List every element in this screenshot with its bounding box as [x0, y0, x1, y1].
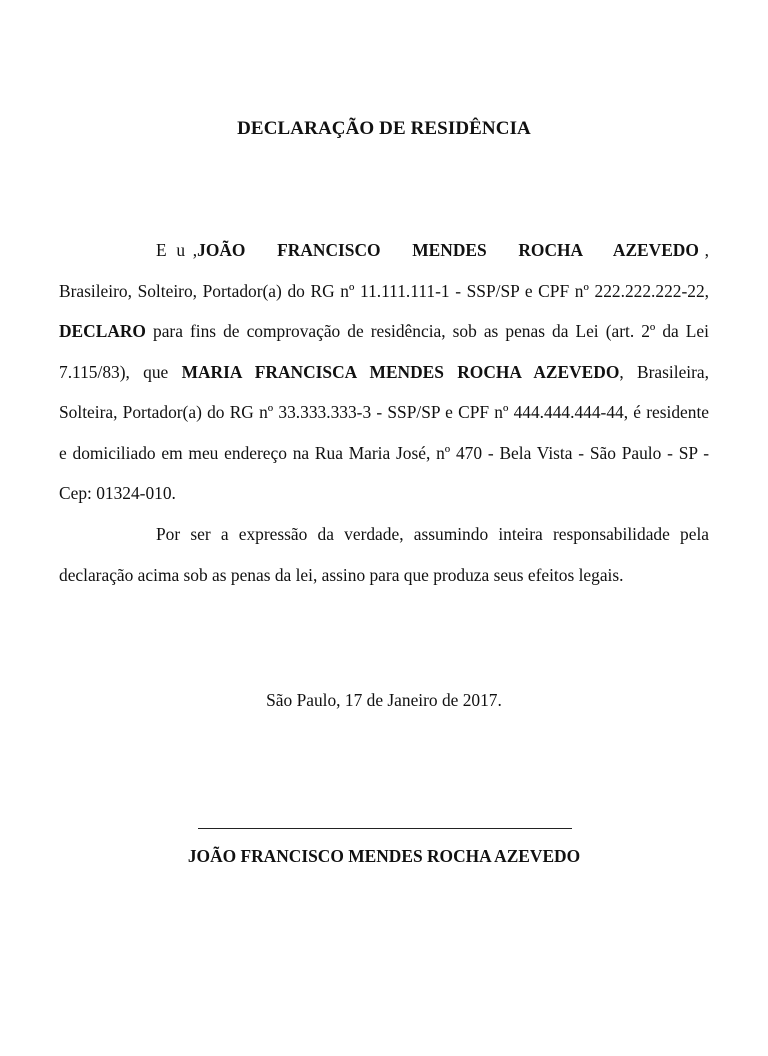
resident-name: MARIA FRANCISCA MENDES ROCHA AZEVEDO [181, 361, 620, 382]
declaration-paragraph [59, 230, 709, 514]
place-date-line: São Paulo, 17 de Janeiro de 2017. [266, 690, 502, 710]
declarant-details: Brasileiro, Solteiro, Portador(a) do RG nº 11.111.111-1 - SSP/SP e CPF nº 222.222.222-22, [59, 280, 709, 301]
document-title: DECLARAÇÃO DE RESIDÊNCIA [237, 118, 531, 139]
truth-statement-paragraph [59, 514, 709, 595]
signature-line [198, 828, 572, 829]
comma-text: , [704, 240, 709, 260]
pronoun-text: E u [156, 240, 188, 260]
resident-details: , Brasileira, Solteira, Portador(a) do RG nº 33.333.333-3 - SSP/SP e CPF nº 444.444.444-44, é residente e domiciliado em meu endereço na Rua Maria José, nº 470 - Bela Vista - São Paulo - SP - Cep: 01324-010. [59, 361, 709, 503]
signer-name: JOÃO FRANCISCO MENDES ROCHA AZEVEDO [187, 846, 581, 866]
comma-text: , [192, 240, 198, 260]
declaro-keyword: DECLARO [59, 321, 146, 341]
declarant-name: JOÃO FRANCISCO MENDES ROCHA AZEVEDO [197, 240, 699, 260]
declaration-purpose: para fins de comprovação de residência, sob as penas da Lei (art. 2º da Lei 7.115/83), que [59, 321, 709, 382]
truth-statement-text: Por ser a expressão da verdade, assumindo inteira responsabilidade pela declaração acima sob as penas da lei, assino para que produza seus efeitos legais. [59, 524, 709, 585]
